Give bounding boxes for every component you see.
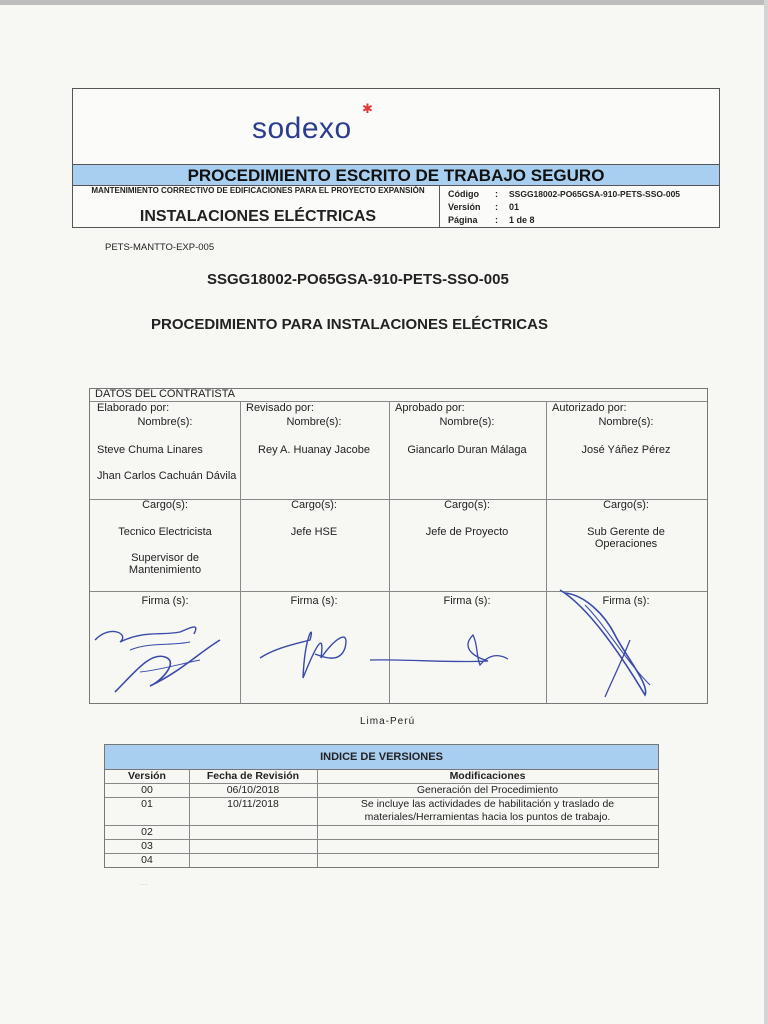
table-cell-date: 06/10/2018 [226,784,280,796]
handwritten-signature [255,618,365,688]
table-cell-version: 00 [141,784,153,796]
table-cell-modification: Generación del Procedimiento [416,784,559,796]
meta-value-version: 01 [509,202,520,212]
names-label: Nombre(s): [286,416,342,428]
meta-colon: : [495,189,498,199]
role-label: Autorizado por: [552,402,627,414]
table-cell-version: 03 [141,840,153,852]
signer-cargo: Jefe HSE [290,526,338,538]
document-code-small: PETS-MANTTO-EXP-005 [105,242,215,253]
meta-colon: : [495,215,498,225]
document-title: PROCEDIMIENTO ESCRITO DE TRABAJO SEGURO [73,164,719,186]
meta-label-version: Versión [448,202,481,212]
logo-star-icon: ✱ [362,101,373,116]
meta-value-pagina: 1 de 8 [509,215,535,225]
column-header: Modificaciones [449,770,526,782]
handwritten-signature [90,612,240,704]
subtitle-description: MANTENIMIENTO CORRECTIVO DE EDIFICACIONES PARA EL PROYECTO EXPANSIÓN [91,186,425,195]
names-label: Nombre(s): [439,416,495,428]
meta-value-codigo: SSGG18002-PO65GSA-910-PETS-SSO-005 [509,189,681,199]
signer-name: Giancarlo Duran Málaga [407,444,527,456]
column-header: Fecha de Revisión [206,770,300,782]
firma-label: Firma (s): [141,595,189,607]
page-edge-shadow [764,0,768,1024]
firma-label: Firma (s): [290,595,338,607]
table-cell-version: 02 [141,826,153,838]
handwritten-signature [368,625,518,675]
cargo-label: Cargo(s): [142,499,188,511]
contractor-section-label: DATOS DEL CONTRATISTA [95,388,235,400]
signer-cargo: Jefe de Proyecto [425,526,509,538]
meta-colon: : [495,202,498,212]
sodexo-logo: sodexo [252,112,352,145]
versions-title: INDICE DE VERSIONES [105,745,658,769]
role-label: Aprobado por: [395,402,465,414]
cargo-label: Cargo(s): [444,499,490,511]
signer-name: Steve Chuma Linares [97,444,203,456]
location-text: Lima-Perú [360,716,416,727]
subtitle-title: INSTALACIONES ELÉCTRICAS [139,208,377,225]
table-cell-modification: Se incluye las actividades de habilitación y traslado de materiales/Herramientas hacia los puntos de trabajo. [360,798,615,823]
role-label: Elaborado por: [97,402,170,414]
meta-label-codigo: Código [448,189,479,199]
procedure-title: PROCEDIMIENTO PARA INSTALACIONES ELÉCTRICAS [151,316,548,333]
cargo-label: Cargo(s): [291,499,337,511]
handwritten-signature [555,585,665,705]
firma-label: Firma (s): [443,595,491,607]
cargo-label: Cargo(s): [603,499,649,511]
document-code: SSGG18002-PO65GSA-910-PETS-SSO-005 [207,271,509,288]
page-edge-shadow [0,0,768,5]
role-label: Revisado por: [246,402,314,414]
table-cell-date: 10/11/2018 [227,798,279,810]
table-cell-version: 04 [141,854,153,866]
signer-cargo: Tecnico Electricista [118,526,212,538]
signer-name: José Yáñez Pérez [581,444,671,456]
signer-name: Rey A. Huanay Jacobe [258,444,370,456]
meta-label-pagina: Página [448,215,478,225]
column-header: Versión [128,770,166,782]
signer-cargo: Supervisor de Mantenimiento [128,552,202,576]
names-label: Nombre(s): [137,416,193,428]
signer-cargo: Sub Gerente de Operaciones [587,526,665,550]
names-label: Nombre(s): [598,416,654,428]
faint-stamp-mark: ··· [140,880,148,889]
signer-name: Jhan Carlos Cachuán Dávila [97,470,237,482]
table-cell-version: 01 [141,798,153,810]
firma-label: Firma (s): [602,595,650,607]
